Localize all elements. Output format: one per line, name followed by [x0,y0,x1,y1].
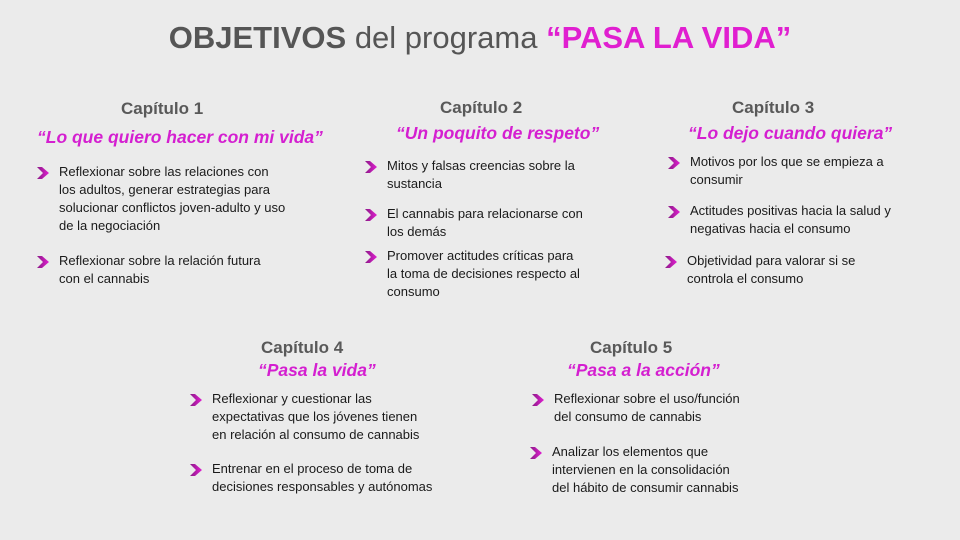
objective-text: Mitos y falsas creencias sobre la sustancia [387,158,575,191]
objective-item [387,247,647,301]
objective-text: Reflexionar sobre las relaciones con los adultos, generar estrategias para solucionar conflictos joven-adulto y uso de la negociación [59,164,286,233]
objective-item [387,157,647,193]
objective-text: Motivos por los que se empieza a consumir [690,154,884,187]
objective-item [212,460,482,496]
objective-text: Promover actitudes críticas para la toma de decisiones respecto al consumo [387,248,580,299]
chapter-subtitle: “Pasa la vida” [258,360,376,380]
objective-text: Reflexionar sobre la relación futura con el cannabis [59,253,261,286]
objective-item [690,202,950,238]
objective-text: El cannabis para relacionarse con los demás [387,206,583,239]
bullet-arrow-icon [532,393,544,405]
bullet-arrow-icon [365,208,377,220]
objective-text: Entrenar en el proceso de toma de decisiones responsables y autónomas [212,461,433,494]
objective-item [690,153,950,189]
bullet-arrow-icon [37,166,49,178]
title-objetivos: OBJETIVOS [168,20,347,55]
bullet-arrow-icon [665,255,677,267]
objective-text: Actitudes positivas hacia la salud y negativas hacia el consumo [690,203,891,236]
chapter-title: Capítulo 2 [440,98,523,117]
bullet-arrow-icon [365,160,377,172]
objective-item [554,390,814,426]
chapter-title: Capítulo 4 [261,338,344,357]
title-middle: del programa [346,20,547,55]
title-program-name: “PASA LA VIDA” [546,20,792,55]
objective-text: Analizar los elementos que intervienen en la consolidación del hábito de consumir cannabis [552,444,739,495]
bullet-arrow-icon [37,255,49,267]
chapter-subtitle: “Lo que quiero hacer con mi vida” [37,127,323,147]
bullet-arrow-icon [190,393,202,405]
chapter-subtitle: “Un poquito de respeto” [396,123,600,143]
chapter-title: Capítulo 5 [590,338,673,357]
bullet-arrow-icon [365,250,377,262]
page-title [0,20,960,56]
bullet-arrow-icon [668,156,680,168]
objective-text: Objetividad para valorar si se controla el consumo [687,253,856,286]
objective-item [59,252,339,288]
chapter-title: Capítulo 3 [732,98,815,117]
bullet-arrow-icon [668,205,680,217]
objective-item [552,443,812,497]
objective-item [687,252,947,288]
objective-item [212,390,482,444]
chapter-title: Capítulo 1 [121,99,204,118]
objective-text: Reflexionar y cuestionar las expectativas que los jóvenes tienen en relación al consumo de cannabis [212,391,420,442]
objective-item [59,163,339,235]
objective-item [387,205,647,241]
bullet-arrow-icon [530,446,542,458]
chapter-subtitle: “Pasa a la acción” [567,360,720,380]
objective-text: Reflexionar sobre el uso/función del consumo de cannabis [554,391,740,424]
bullet-arrow-icon [190,463,202,475]
chapter-subtitle: “Lo dejo cuando quiera” [688,123,893,143]
